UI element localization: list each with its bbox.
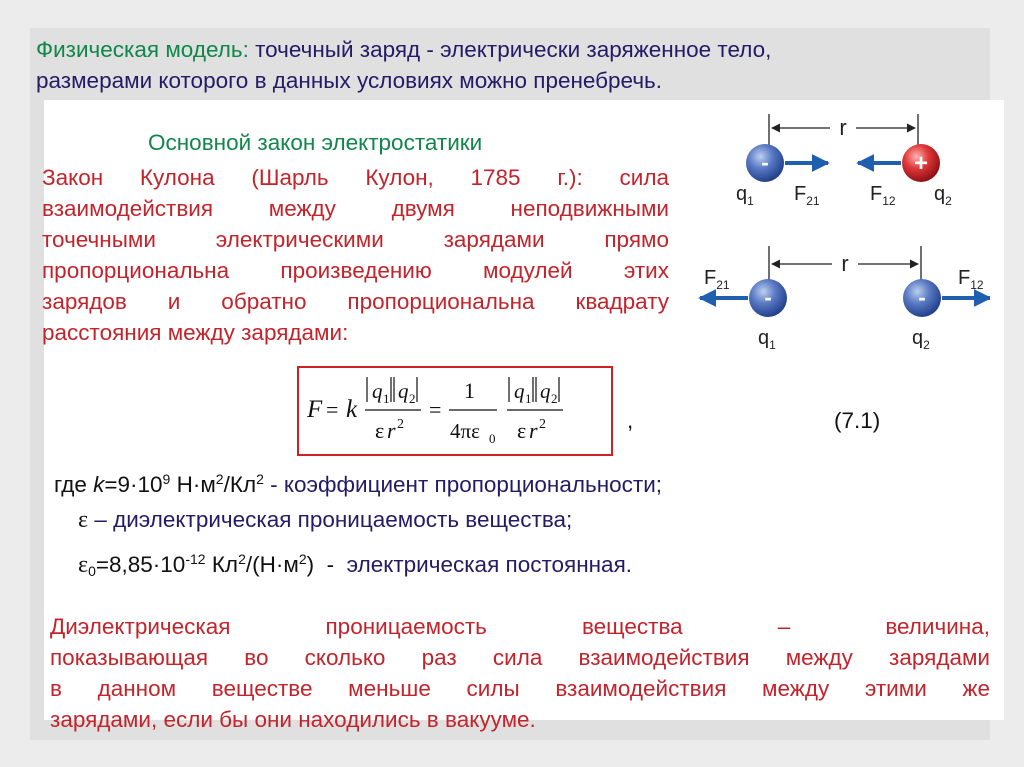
svg-text:1: 1 [383, 391, 390, 406]
eps0-value: =8,85·10 [95, 552, 186, 577]
law-heading: Основной закон электростатики [148, 130, 483, 155]
bottom-q2-sign: - [918, 285, 926, 310]
svg-text:0: 0 [489, 431, 496, 446]
top-distance-label: r [839, 115, 847, 140]
svg-text:q: q [398, 379, 409, 403]
top-q2-label: $q_2$ [934, 183, 952, 208]
bottom-f12-label: $F_{12}$ [958, 267, 984, 292]
formula-comma: , [627, 408, 634, 433]
law-line-4: пропорциональна произведению модулей этих [42, 258, 669, 283]
eps0-unit-b: /(Н·м [245, 552, 299, 577]
law-line-2: взаимодействия между двумя неподвижными [42, 196, 669, 221]
svg-text:q: q [514, 379, 525, 403]
svg-text:=: = [429, 397, 442, 422]
top-f12-label: $F_{12}$ [870, 183, 896, 208]
bottom-distance-label: r [841, 251, 849, 276]
svg-text:F: F [307, 396, 323, 423]
svg-text:2: 2 [539, 417, 546, 432]
law-line-3: точечными электрическими зарядами прямо [42, 227, 669, 252]
law-line-5: зарядов и обратно пропорциональна квадрату [42, 289, 669, 314]
where-eps0-line [78, 544, 632, 587]
definition-line-2: показывающая во сколько раз сила взаимодействия между зарядами [50, 645, 990, 670]
svg-text:q: q [372, 379, 383, 403]
eps0-symbol: ε [78, 552, 89, 578]
top-q1-label: $q_1$ [736, 183, 754, 208]
svg-text:2: 2 [409, 391, 416, 406]
k-unit-b: /Кл [223, 472, 257, 497]
where-k-line [54, 464, 662, 500]
law-line-6: расстояния между зарядами: [42, 320, 349, 345]
svg-text:2: 2 [397, 417, 404, 432]
k-unit-exp-b: 2 [256, 471, 264, 487]
definition-line-4: зарядами, если бы они находились в вакууме. [50, 707, 536, 732]
top-q1-sign: - [761, 150, 769, 175]
bottom-q1-sign: - [764, 285, 772, 310]
k-value: =9·10 [104, 472, 163, 497]
law-line-1: Закон Кулона (Шарль Кулон, 1785 г.): сила [42, 165, 669, 190]
top-f21-label: $F_{21}$ [794, 183, 820, 208]
svg-text:r: r [387, 418, 396, 443]
eps0-unit-exp-a: 2 [238, 551, 246, 567]
k-exponent: 9 [162, 471, 171, 487]
eps-symbol: ε [78, 507, 89, 533]
where-prefix: где [54, 472, 94, 497]
svg-text:4πε: 4πε [450, 419, 480, 443]
svg-text:2: 2 [551, 391, 558, 406]
where-eps-line [78, 504, 572, 536]
svg-text:1: 1 [525, 391, 532, 406]
top-q2-sign: + [913, 150, 929, 177]
coulomb-formula [299, 368, 611, 454]
svg-text:q: q [540, 379, 551, 403]
svg-text:=: = [326, 397, 339, 422]
definition-line-1: Диэлектрическая проницаемость вещества – величина, [50, 614, 990, 639]
eps-description: – диэлектрическая проницаемость вещества; [88, 507, 573, 532]
k-unit-a: Н·м [170, 472, 216, 497]
bottom-f21-label: $F_{21}$ [704, 267, 730, 292]
svg-text:ε: ε [375, 418, 385, 443]
title-line-1 [36, 34, 771, 65]
eps0-subscript: 0 [88, 563, 96, 579]
svg-text:k: k [346, 396, 358, 423]
coulomb-formula-box [297, 366, 613, 456]
formula-number: (7.1) [834, 408, 881, 433]
eps0-unit-c: ) - [306, 552, 347, 577]
bottom-q1-label: $q_1$ [758, 327, 776, 352]
k-unit-exp-a: 2 [215, 471, 224, 487]
eps0-exponent: -12 [185, 551, 206, 567]
eps0-unit-exp-b: 2 [298, 551, 307, 567]
eps0-description: электрическая постоянная. [346, 552, 633, 577]
bottom-q2-label: $q_2$ [912, 327, 930, 352]
coulomb-diagram [690, 108, 990, 368]
k-symbol: k [93, 472, 105, 497]
title-line-2: размерами которого в данных условиях можно пренебречь. [36, 68, 663, 93]
eps0-unit-a: Кл [205, 552, 239, 577]
svg-text:1: 1 [464, 378, 475, 403]
definition-line-3: в данном веществе меньше силы взаимодействия между этими же [50, 676, 990, 701]
svg-text:ε: ε [517, 418, 527, 443]
title-definition: точечный заряд - электрически заряженное тело, [255, 37, 772, 62]
title-prefix: Физическая модель: [36, 37, 256, 62]
k-description: - коэффициент пропорциональности; [263, 472, 663, 497]
svg-text:r: r [529, 418, 538, 443]
